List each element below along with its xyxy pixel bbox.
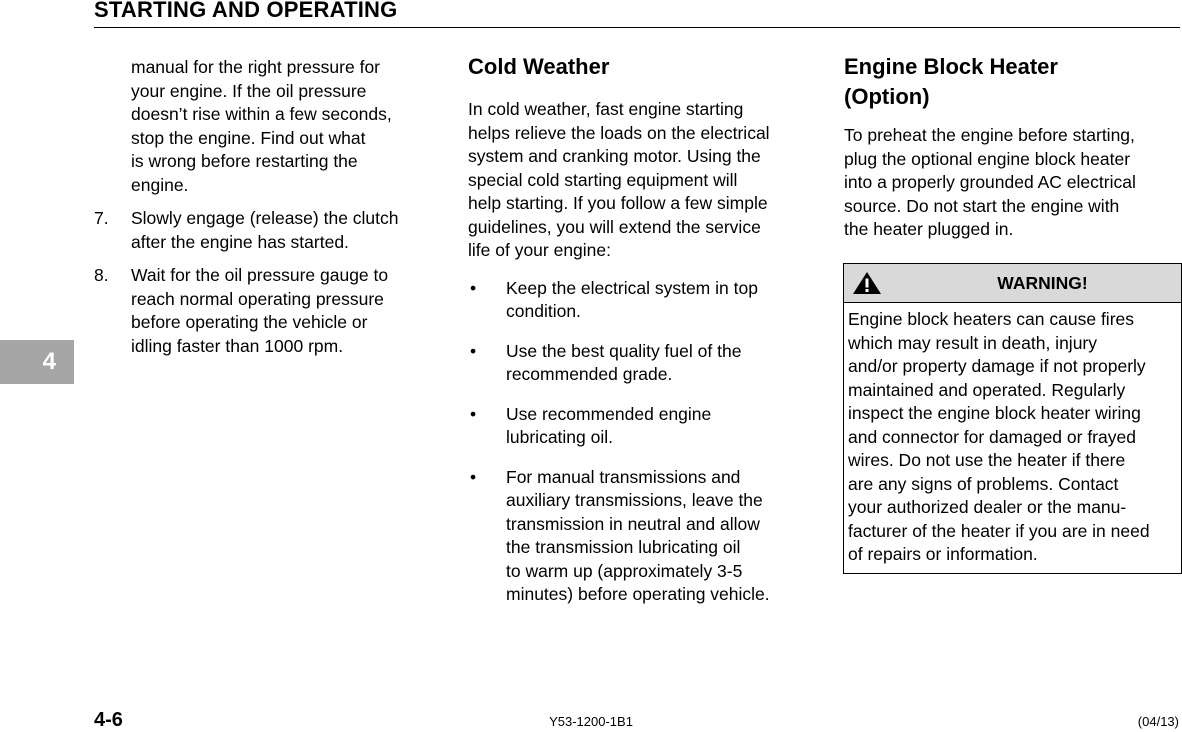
text-line: Use recommended engine [506, 403, 712, 424]
text-line: are any signs of problems. Contact [848, 473, 1119, 494]
text-line: your engine. If the oil pressure [131, 80, 367, 101]
column-1 [94, 56, 439, 358]
text-line: engine. [131, 174, 189, 195]
document-code: Y53-1200-1B1 [549, 714, 633, 729]
warning-header [844, 264, 1181, 303]
warning-box [843, 263, 1182, 574]
text-line: which may result in death, injury [848, 332, 1097, 353]
text-line: help starting. If you follow a few simple [468, 193, 768, 213]
heading-line: (Option) [844, 84, 930, 109]
text-line: manual for the right pressure for [131, 57, 381, 77]
text-line: stop the engine. Find out what [131, 127, 366, 148]
text-line: system and cranking motor. Using the [468, 146, 761, 166]
bullet-icon: • [470, 340, 477, 361]
text-line: and/or property damage if not properly [848, 356, 1146, 376]
text-line: into a properly grounded AC electrical [844, 172, 1136, 192]
bullet-item [468, 277, 813, 324]
section-heading-block-heater [844, 52, 1182, 112]
bullet-item [468, 466, 813, 607]
text-line: auxiliary transmissions, leave the [506, 490, 763, 510]
item-number: 7. [94, 208, 109, 228]
column-3 [844, 52, 1182, 242]
text-line: plug the optional engine block heater [844, 148, 1131, 169]
intro-paragraph [844, 124, 1182, 242]
text-line: source. Do not start the engine with [844, 195, 1120, 216]
revision-date: (04/13) [1137, 714, 1179, 729]
text-line: after the engine has started. [131, 231, 349, 252]
text-line: doesn’t rise within a few seconds, [131, 104, 392, 124]
text-line: special cold starting equipment will [468, 169, 738, 190]
text-line: the heater plugged in. [844, 219, 1014, 239]
warning-title: WARNING! [997, 273, 1088, 293]
header-rule [94, 27, 1180, 28]
bullet-icon: • [470, 403, 477, 424]
text-line: life of your engine: [468, 240, 612, 260]
numbered-item-8 [94, 264, 439, 358]
text-line: facturer of the heater if you are in need [848, 520, 1150, 541]
text-line: Slowly engage (release) the clutch [131, 208, 399, 228]
text-line: condition. [506, 301, 581, 321]
heading-line: Engine Block Heater [844, 54, 1058, 79]
text-line: wires. Do not use the heater if there [848, 450, 1126, 470]
text-line: idling faster than 1000 rpm. [131, 335, 344, 356]
column-2 [468, 52, 813, 607]
continued-paragraph [94, 56, 439, 197]
text-line: the transmission lubricating oil [506, 537, 741, 557]
text-line: For manual transmissions and [506, 466, 741, 487]
text-line: Use the best quality fuel of the [506, 340, 742, 361]
text-line: Engine block heaters can cause fires [848, 309, 1134, 329]
text-line: of repairs or information. [848, 544, 1038, 564]
text-line: transmission in neutral and allow [506, 513, 760, 534]
item-number: 8. [94, 265, 109, 285]
text-line: inspect the engine block heater wiring [848, 403, 1141, 423]
section-heading-cold-weather: Cold Weather [468, 54, 610, 79]
text-line: is wrong before restarting the [131, 151, 358, 171]
text-line: Keep the electrical system in top [506, 277, 758, 298]
text-line: reach normal operating pressure [131, 288, 384, 309]
text-line: lubricating oil. [506, 427, 613, 447]
bullet-icon: • [470, 277, 477, 298]
page-number: 4-6 [94, 709, 123, 731]
text-line: minutes) before operating vehicle. [506, 584, 770, 604]
text-line: before operating the vehicle or [131, 312, 368, 332]
numbered-item-7 [94, 207, 439, 254]
text-line: recommended grade. [506, 364, 673, 384]
text-line: To preheat the engine before starting, [844, 125, 1135, 145]
chapter-tab: 4 [0, 340, 74, 384]
bullet-item [468, 340, 813, 387]
text-line: your authorized dealer or the manu- [848, 497, 1127, 517]
text-line: helps relieve the loads on the electrical [468, 122, 770, 143]
page-title: STARTING AND OPERATING [94, 0, 398, 22]
text-line: maintained and operated. Regularly [848, 379, 1126, 400]
bullet-item [468, 403, 813, 450]
text-line: Wait for the oil pressure gauge to [131, 265, 389, 285]
text-line: guidelines, you will extend the service [468, 216, 761, 237]
bullet-icon: • [470, 466, 477, 487]
text-line: In cold weather, fast engine starting [468, 99, 744, 119]
warning-body [844, 303, 1181, 573]
text-line: to warm up (approximately 3-5 [506, 560, 743, 581]
intro-paragraph [468, 98, 813, 263]
text-line: and connector for damaged or frayed [848, 426, 1136, 447]
